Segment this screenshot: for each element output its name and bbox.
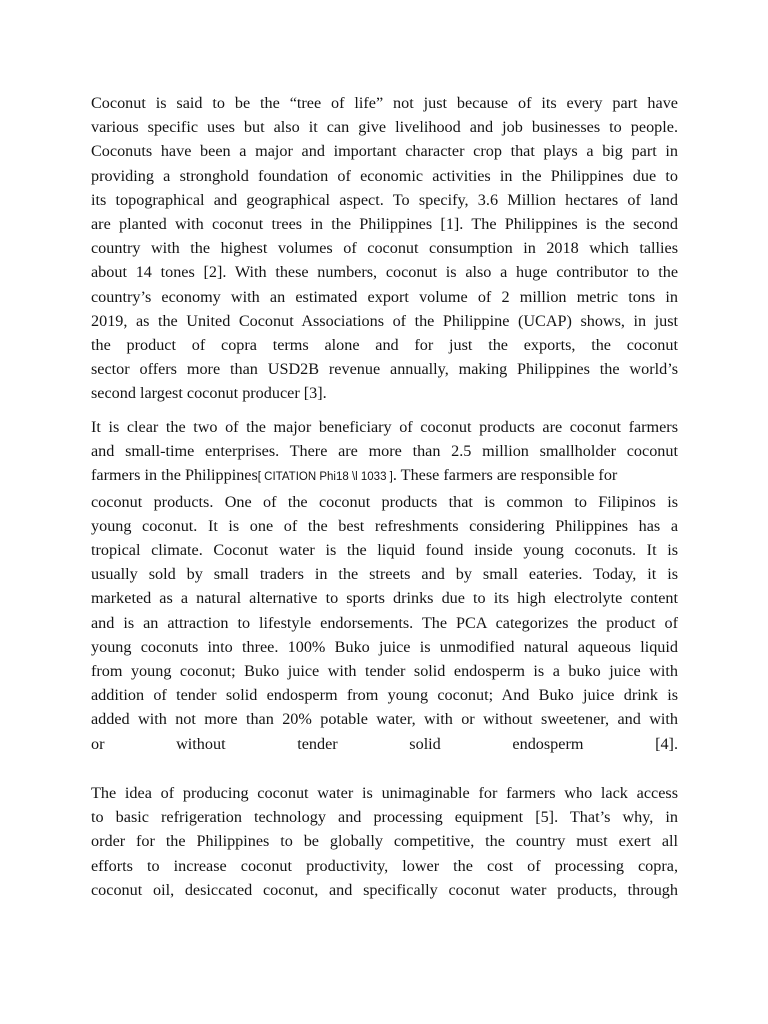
text-line: about 14 tones [2]. With these numbers, coconut is also a huge contributor to the xyxy=(91,263,678,282)
text-line: from young coconut; Buko juice with tender solid endosperm is a buko juice with xyxy=(91,662,678,681)
text-line: Coconut is said to be the “tree of life” not just because of its every part have xyxy=(91,94,678,112)
text-line: its topographical and geographical aspect. To specify, 3.6 Million hectares of land xyxy=(91,190,678,209)
text-line: Coconuts have been a major and important character crop that plays a big part in xyxy=(91,142,678,161)
text-line: various specific uses but also it can give livelihood and job businesses to people. xyxy=(91,118,678,137)
text-line-with-citation xyxy=(91,463,678,489)
paragraph-1 xyxy=(91,91,678,406)
text-line: coconut oil, desiccated coconut, and specifically coconut water products, through xyxy=(91,880,678,899)
text-line: providing a stronghold foundation of economic activities in the Philippines due to xyxy=(91,166,678,185)
text-line: are planted with coconut trees in the Philippines [1]. The Philippines is the second xyxy=(91,215,678,234)
citation-field: [ CITATION Phi18 \l 1033 ] xyxy=(257,471,393,484)
text-line: sector offers more than USD2B revenue annually, making Philippines the world’s xyxy=(91,360,678,379)
text-line: coconut products. One of the coconut products that is common to Filipinos is xyxy=(91,492,678,511)
text-line: young coconuts into three. 100% Buko juice is unmodified natural aqueous liquid xyxy=(91,637,678,656)
text-line: or without tender solid endosperm [4]. xyxy=(91,734,678,753)
text-line: tropical climate. Coconut water is the liquid found inside young coconuts. It is xyxy=(91,541,678,560)
paragraph-2 xyxy=(91,415,678,756)
paragraph-3 xyxy=(91,781,678,902)
text-line: efforts to increase coconut productivity, lower the cost of processing copra, xyxy=(91,856,678,875)
text-line: usually sold by small traders in the streets and by small eateries. Today, it is xyxy=(91,565,678,584)
text-segment: farmers in the Philippines xyxy=(91,466,258,485)
text-line: and small-time enterprises. There are more than 2.5 million smallholder coconut xyxy=(91,442,678,461)
text-line: and is an attraction to lifestyle endorsements. The PCA categorizes the product of xyxy=(91,613,678,632)
text-segment: . These farmers are responsible for xyxy=(392,466,618,485)
text-line: The idea of producing coconut water is unimaginable for farmers who lack access xyxy=(91,784,678,802)
text-line: marketed as a natural alternative to sports drinks due to its high electrolyte content xyxy=(91,589,678,608)
text-line: addition of tender solid endosperm from young coconut; And Buko juice drink is xyxy=(91,686,678,705)
text-line: 2019, as the United Coconut Associations of the Philippine (UCAP) shows, in just xyxy=(91,311,678,330)
text-line: order for the Philippines to be globally competitive, the country must exert all xyxy=(91,832,678,851)
text-line: country with the highest volumes of coconut consumption in 2018 which tallies xyxy=(91,239,678,258)
text-line: It is clear the two of the major beneficiary of coconut products are coconut farmers xyxy=(91,418,678,436)
text-line: young coconut. It is one of the best refreshments considering Philippines has a xyxy=(91,516,678,535)
text-line: country’s economy with an estimated export volume of 2 million metric tons in xyxy=(91,287,678,306)
text-line: second largest coconut producer [3]. xyxy=(91,384,327,403)
text-line: added with not more than 20% potable water, with or without sweetener, and with xyxy=(91,710,678,729)
text-line: to basic refrigeration technology and processing equipment [5]. That’s why, in xyxy=(91,808,678,827)
text-line: the product of copra terms alone and for just the exports, the coconut xyxy=(91,336,678,355)
